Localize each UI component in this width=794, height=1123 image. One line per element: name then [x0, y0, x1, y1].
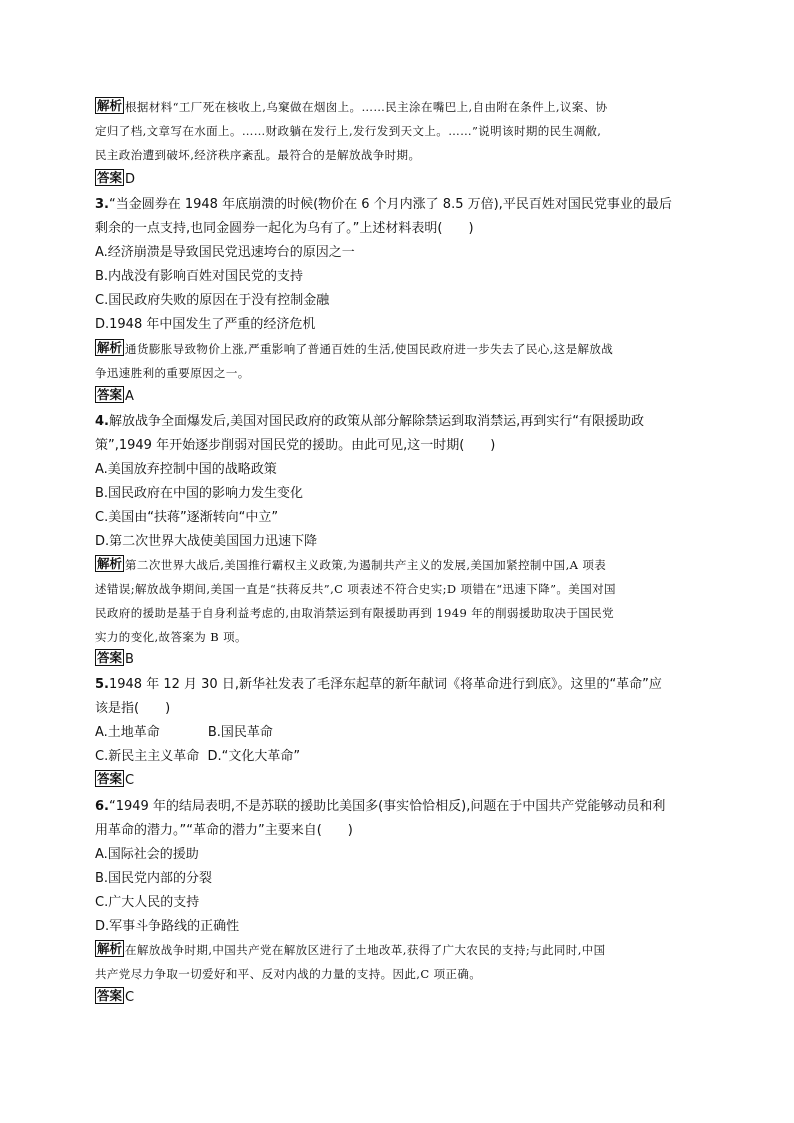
q6-answer-value: C — [125, 990, 135, 1005]
question-6 — [95, 795, 699, 939]
q6-number: 6. — [95, 799, 109, 814]
q4-option-b: B.国民政府在中国的影响力发生变化 — [95, 486, 304, 501]
q2-analysis-line-2: 定归了档,文章写在水面上。……财政躺在发行上,发行发到天文上。……”说明该时期的民生凋敝, — [95, 124, 602, 138]
q3-stem-line-2: 剩余的一点支持,也同金圆券一起化为乌有了。”上述材料表明( ) — [95, 221, 474, 236]
q6-option-a: A.国际社会的援助 — [95, 847, 199, 862]
q3-option-d: D.1948 年中国发生了严重的经济危机 — [95, 317, 316, 332]
analysis-tag: 解析 — [97, 941, 123, 956]
q6-option-d: D.军事斗争路线的正确性 — [95, 919, 240, 934]
q5-option-a: A.土地革命 — [95, 725, 160, 740]
q3-analysis-line-1: 通货膨胀导致物价上涨,严重影响了普通百姓的生活,使国民政府进一步失去了民心,这是解放战 — [125, 342, 614, 356]
q3-answer — [95, 386, 699, 408]
q5-answer-value: C — [125, 773, 135, 788]
q5-option-b: B.国民革命 — [207, 725, 273, 740]
question-5 — [95, 673, 699, 769]
q5-option-c: C.新民主主义革命 — [95, 749, 200, 764]
q4-stem-line-2: 策”,1949 年开始逐步削弱对国民党的援助。由此可见,这一时期( ) — [95, 438, 496, 453]
q2-answer — [95, 169, 699, 191]
q4-option-a: A.美国放弃控制中国的战略政策 — [95, 462, 277, 477]
q3-option-a: A.经济崩溃是导致国民党迅速垮台的原因之一 — [95, 245, 355, 260]
q4-stem-line-1: 解放战争全面爆发后,美国对国民政府的政策从部分解除禁运到取消禁运,再到实行“有限援助政 — [108, 414, 644, 429]
q4-answer-value: B — [125, 652, 134, 667]
q3-analysis — [95, 337, 699, 385]
q2-analysis — [95, 95, 699, 167]
q6-option-b: B.国民党内部的分裂 — [95, 871, 213, 886]
q3-number: 3. — [95, 197, 109, 212]
analysis-tag: 解析 — [97, 556, 123, 571]
q6-analysis — [95, 938, 699, 986]
answer-tag: 答案 — [97, 170, 123, 185]
q3-analysis-line-2: 争迅速胜利的重要原因之一。 — [95, 366, 250, 380]
q6-answer — [95, 987, 699, 1009]
q4-answer — [95, 649, 699, 671]
q5-option-d: D.“文化大革命” — [207, 749, 301, 764]
q3-answer-value: A — [125, 389, 134, 404]
q3-option-b: B.内战没有影响百姓对国民党的支持 — [95, 269, 304, 284]
q5-answer — [95, 770, 699, 792]
q4-analysis-line-2: 述错误;解放战争期间,美国一直是“扶蒋反共”,C 项表述不符合史实;D 项错在“迅速下降”。美国对国 — [95, 582, 616, 596]
q6-stem-line-1: “1949 年的结局表明,不是苏联的援助比美国多(事实恰恰相反),问题在于中国共产党能够动员和利 — [108, 799, 666, 814]
q5-stem-line-2: 该是指( ) — [95, 701, 171, 716]
q4-analysis — [95, 553, 699, 649]
answer-tag: 答案 — [97, 387, 123, 402]
question-3 — [95, 193, 699, 337]
q2-analysis-line-1: 根据材料“工厂死在核收上,乌窠做在烟囱上。……民主涂在嘴巴上,自由附在条件上,议案、协 — [125, 100, 608, 114]
answer-tag: 答案 — [97, 988, 123, 1003]
q3-option-c: C.国民政府失败的原因在于没有控制金融 — [95, 293, 330, 308]
q4-analysis-line-1: 第二次世界大战后,美国推行霸权主义政策,为遏制共产主义的发展,美国加紧控制中国,A 项表 — [125, 558, 607, 572]
question-4 — [95, 410, 699, 554]
q6-analysis-line-1: 在解放战争时期,中国共产党在解放区进行了土地改革,获得了广大农民的支持;与此同时,中国 — [125, 943, 606, 957]
q3-stem-line-1: “当金圆券在 1948 年底崩溃的时候(物价在 6 个月内涨了 8.5 万倍),平民百姓对国民党事业的最后 — [108, 197, 672, 212]
q5-stem-line-1: 1948 年 12 月 30 日,新华社发表了毛泽东起草的新年献词《将革命进行到底》。这里的“革命”应 — [108, 677, 662, 692]
q2-answer-value: D — [125, 172, 136, 187]
answer-tag: 答案 — [97, 650, 123, 665]
q6-option-c: C.广大人民的支持 — [95, 895, 200, 910]
q4-option-c: C.美国由“扶蒋”逐渐转向“中立” — [95, 510, 279, 525]
q4-analysis-line-4: 实力的变化,故答案为 B 项。 — [95, 630, 247, 644]
q4-number: 4. — [95, 414, 109, 429]
q4-option-d: D.第二次世界大战使美国国力迅速下降 — [95, 534, 318, 549]
q2-analysis-line-3: 民主政治遭到破坏,经济秩序紊乱。最符合的是解放战争时期。 — [95, 148, 421, 162]
analysis-tag: 解析 — [97, 98, 123, 113]
q6-stem-line-2: 用革命的潜力。”“革命的潜力”主要来自( ) — [95, 823, 353, 838]
analysis-tag: 解析 — [97, 340, 123, 355]
q5-number: 5. — [95, 677, 109, 692]
q6-analysis-line-2: 共产党尽力争取一切爱好和平、反对内战的力量的支持。因此,C 项正确。 — [95, 967, 482, 981]
q4-analysis-line-3: 民政府的援助是基于自身利益考虑的,由取消禁运到有限援助再到 1949 年的削弱援助取决于国民党 — [95, 606, 615, 620]
answer-tag: 答案 — [97, 771, 123, 786]
